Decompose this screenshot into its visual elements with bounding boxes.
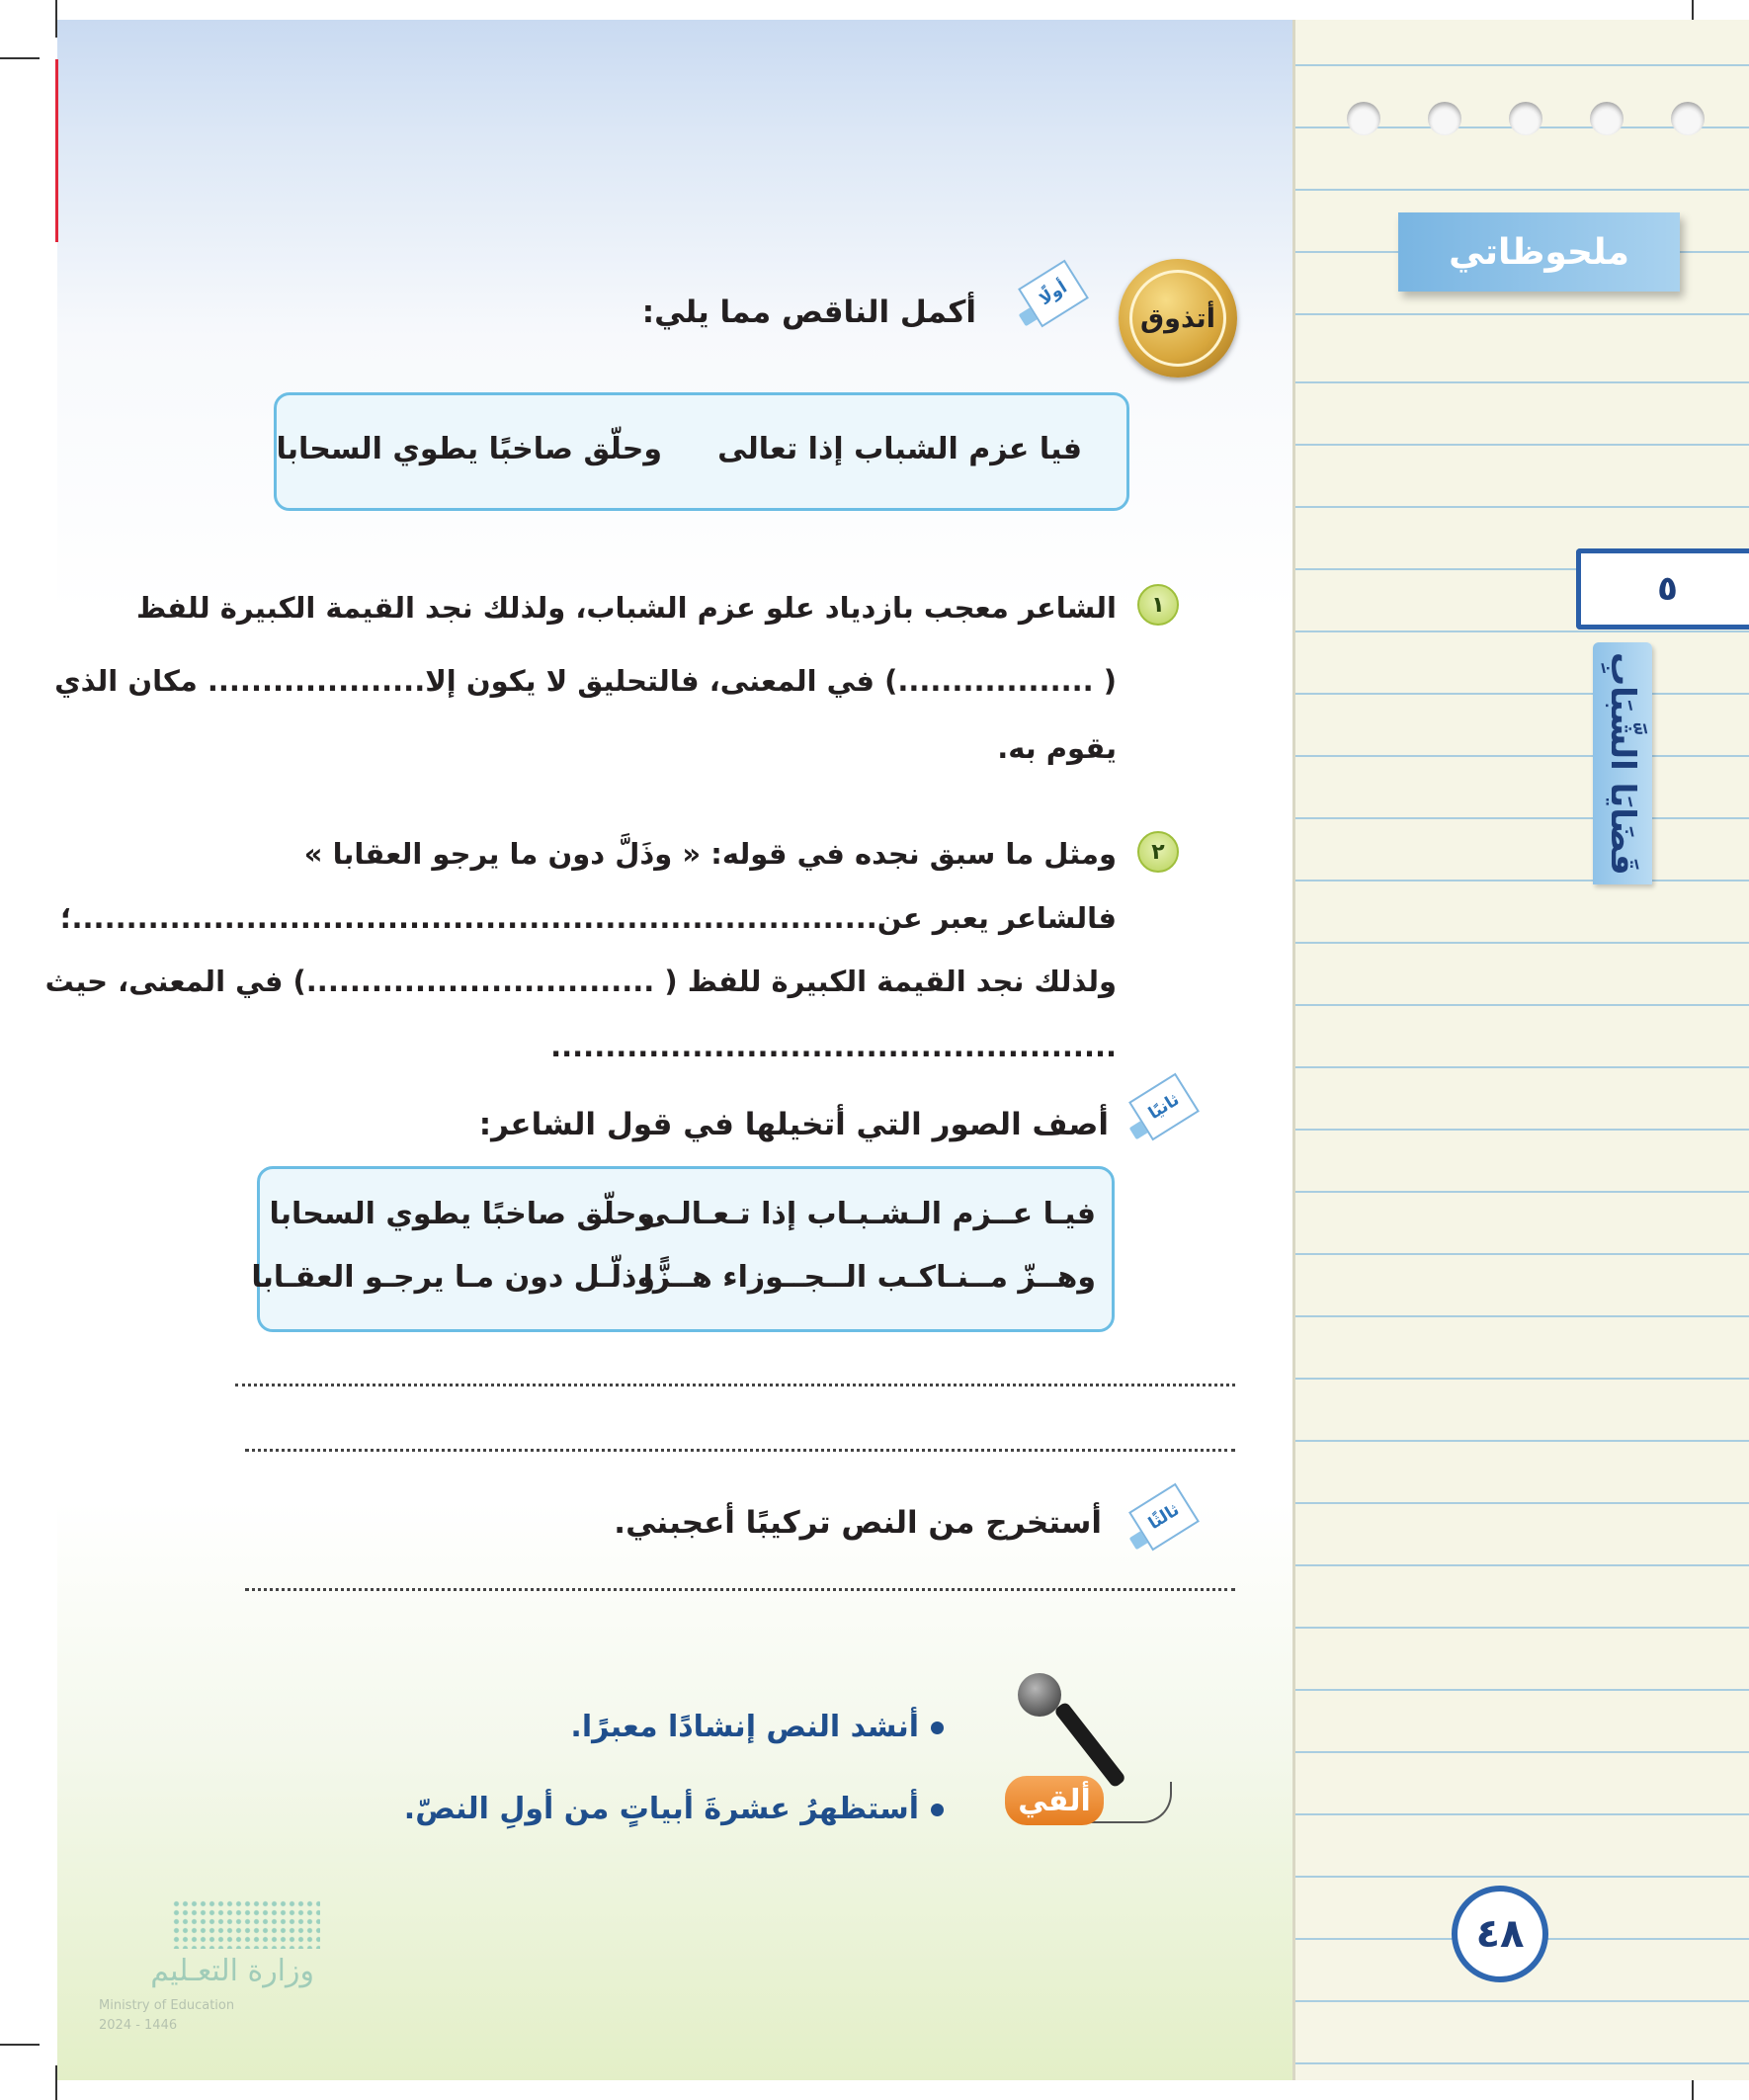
verse-part-1: فيا عزم الشباب إذا تعالى (717, 432, 1082, 466)
page-number: ٤٨ (1452, 1886, 1548, 1982)
crop-mark (0, 2044, 40, 2046)
red-margin-mark (55, 59, 58, 242)
ministry-year: 2024 - 1446 (99, 2018, 178, 2033)
item1-line1: الشاعر معجب بازدياد علو عزم الشباب، ولذلك نجد القيمة الكبيرة للفظ (136, 591, 1117, 625)
recite-bullet-2 (404, 1792, 944, 1826)
item-number: ٢ (1137, 831, 1179, 873)
notes-column (1292, 20, 1749, 2080)
verse-box-1 (274, 392, 1129, 511)
item2-line3: ولذلك نجد القيمة الكبيرة للفظ ( ................................) في المعنى، حيث (44, 965, 1117, 998)
verse-box-2 (251, 1166, 1115, 1332)
answer-line[interactable] (235, 1384, 1235, 1386)
item1-line3: يقوم به. (997, 731, 1117, 765)
verse1-part-a: فيـا عــزم الـشـبـاب إذا تـعـالـى (639, 1197, 1096, 1231)
ministry-name-en: Ministry of Education (99, 1998, 235, 2013)
unit-number: ٥ (1576, 548, 1749, 630)
enjoy-badge (1119, 259, 1237, 378)
verse2-part-a: وهــزّ مــنـاكـب الــجــوزاء هــزًّا (642, 1260, 1096, 1295)
item1-line2: ( ..................) في المعنى، فالتحليق لا يكون إلا.................... مكان الذي (54, 664, 1117, 698)
third-heading: أستخرج من النص تركيبًا أعجبني. (614, 1505, 1102, 1541)
first-heading: أكمل الناقص مما يلي: (641, 294, 976, 330)
book-icon (1126, 1492, 1196, 1552)
item2-line4: .................................................... (550, 1030, 1117, 1063)
binder-hole (1428, 102, 1461, 135)
recite-badge: ألقي (1005, 1776, 1104, 1825)
bullet-icon (931, 1804, 944, 1816)
recite-bullet-2-text: أستظهرُ عشرةَ أبياتٍ من أولِ النصّ. (403, 1792, 919, 1826)
unit-title: قَضَايَا الشَّبَابِ (1603, 651, 1642, 876)
binder-hole (1509, 102, 1542, 135)
ministry-name-ar: وزارة التعـليم (150, 1954, 314, 1988)
crop-mark (0, 57, 40, 59)
book-icon (1016, 269, 1085, 328)
ministry-logo-mark (172, 1899, 320, 1949)
verse1-part-b: وحلّق صاخبًا يطوي السحابا (269, 1197, 655, 1231)
verse-part-2: وحلّق صاخبًا يطوي السحابا (276, 432, 662, 466)
notes-title: ملحوظاتي (1398, 212, 1680, 292)
book-icon (1126, 1082, 1196, 1141)
enjoy-badge-label: أتذوق (1129, 270, 1226, 367)
answer-line[interactable] (245, 1449, 1235, 1452)
item2-line2: فالشاعر يعبر عن..........................................................................؛ (59, 901, 1117, 935)
binder-hole (1671, 102, 1705, 135)
verse2-part-b: وذلّـل دون مـا يرجـو العقـابا (251, 1260, 655, 1295)
second-tag: ثانيًا (1128, 1073, 1200, 1141)
second-heading: أصف الصور التي أتخيلها في قول الشاعر: (478, 1107, 1109, 1142)
answer-line[interactable] (245, 1588, 1235, 1591)
unit-title-tab (1593, 642, 1652, 884)
binder-hole (1590, 102, 1624, 135)
third-tag: ثالثًا (1128, 1483, 1200, 1552)
recite-bullet-1-text: أنشد النص إنشادًا معبرًا. (570, 1710, 919, 1744)
recite-bullet-1 (570, 1710, 944, 1744)
binder-hole (1347, 102, 1380, 135)
item-number: ١ (1137, 584, 1179, 626)
mic-head (1018, 1673, 1061, 1717)
ministry-logo (97, 1899, 314, 2038)
first-tag: أولًا (1018, 260, 1089, 328)
bullet-icon (931, 1722, 944, 1734)
item2-line1: ومثل ما سبق نجده في قوله: « وذَلَّ دون ما يرجو العقابا » (303, 837, 1117, 871)
